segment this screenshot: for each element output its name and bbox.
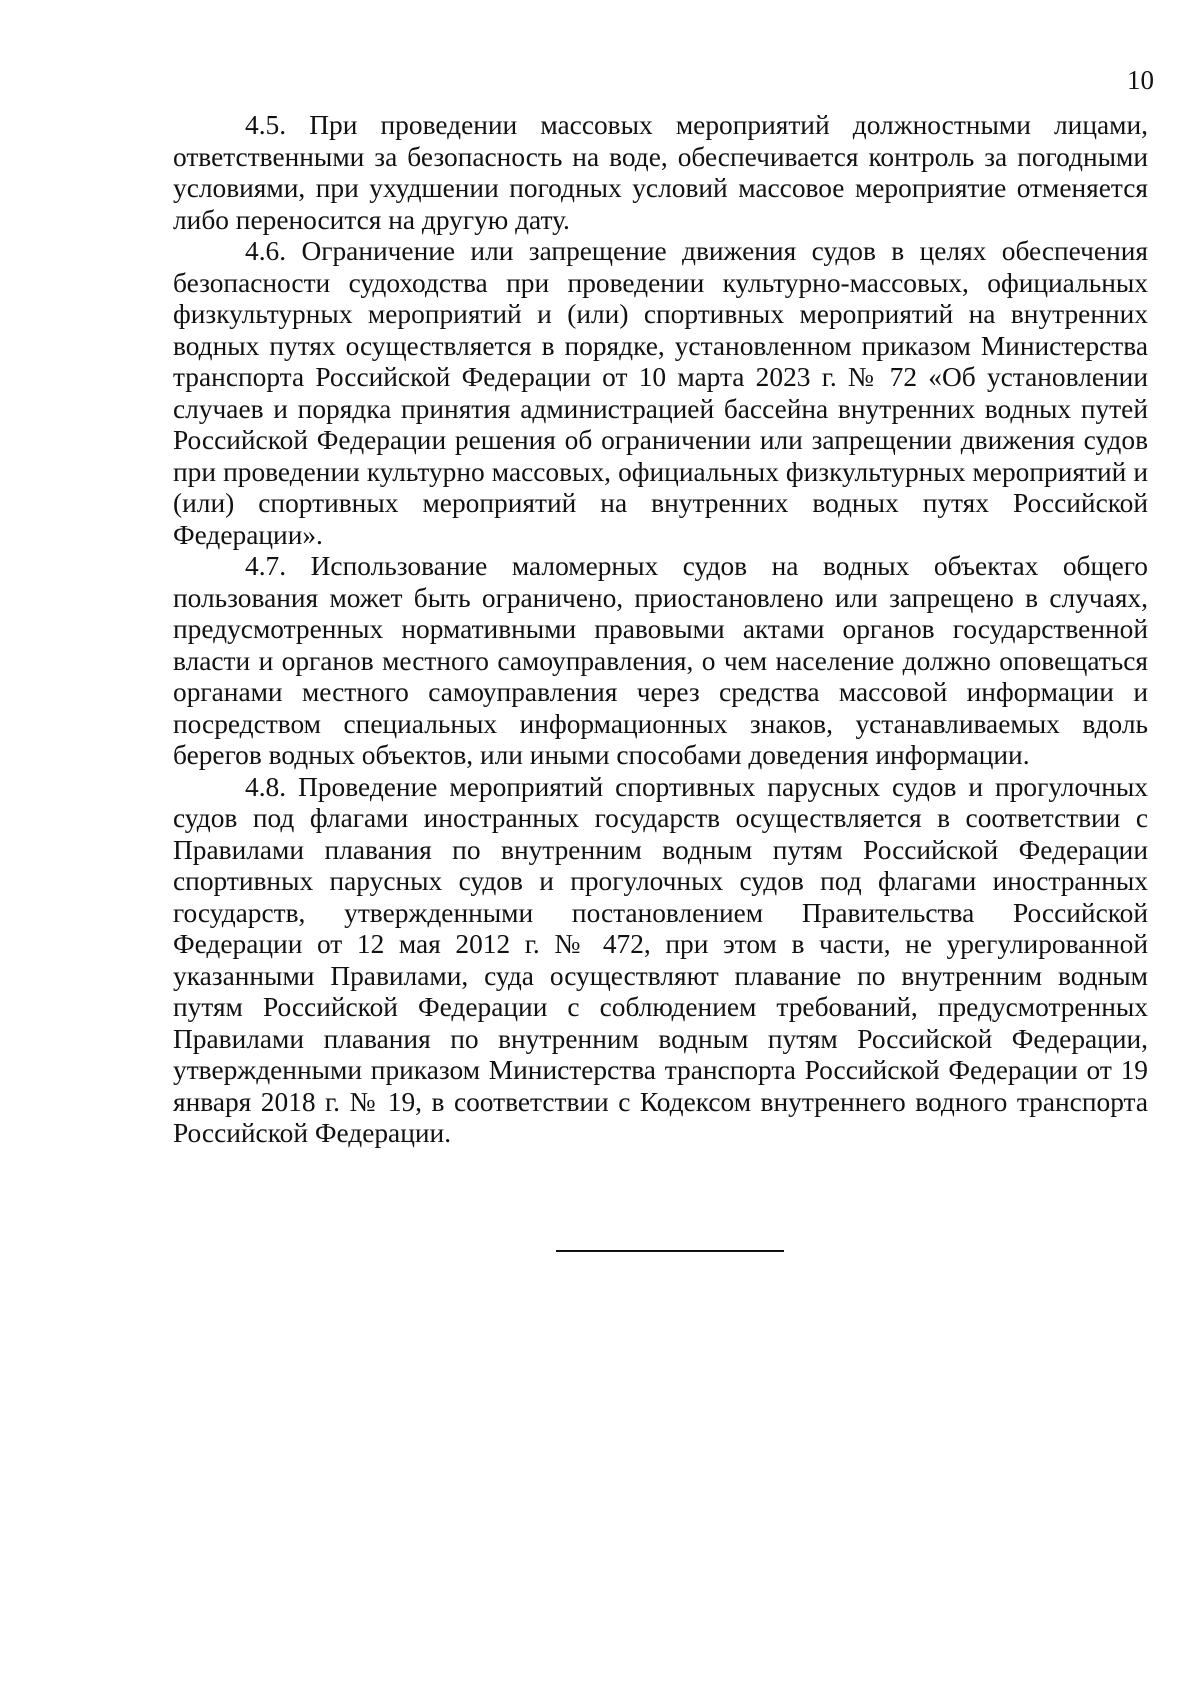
paragraph-4-5: 4.5. При проведении массовых мероприятий должностными лицами, ответственными за безопасность на воде, обеспечивается контроль за погодными условиями, при ухудшении погодных условий массовое мероприятие отменяется либо переносится на другую дату. (173, 110, 1148, 235)
paragraph-4-6: 4.6. Ограничение или запрещение движения судов в целях обеспечения безопасности судоходства при проведении культурно-массовых, официальных физкультурных мероприятий и (или) спортивных мероприятий на внутренних водных путях осуществляется в порядке, установленном приказом Министерства транспорта Российской Федерации от 10 марта 2023 г. № 72 «Об установлении случаев и порядка принятия администрацией бассейна внутренних водных путей Российской Федерации решения об ограничении или запрещении движения судов при проведении культурно массовых, официальных физкультурных мероприятий и (или) спортивных мероприятий на внутренних водных путях Российской Федерации». (173, 236, 1148, 550)
page-number: 10 (1127, 65, 1154, 95)
paragraph-4-8: 4.8. Проведение мероприятий спортивных парусных судов и прогулочных судов под флагами иностранных государств осуществляется в соответствии с Правилами плавания по внутренним водным путям Российской Федерации спортивных парусных судов и прогулочных судов под флагами иностранных государств, утвержденными постановлением Правительства Российской Федерации от 12 мая 2012 г. № 472, при этом в части, не урегулированной указанными Правилами, суда осуществляют плавание по внутренним водным путям Российской Федерации с соблюдением требований, предусмотренных Правилами плавания по внутренним водным путям Российской Федерации, утвержденными приказом Министерства транспорта Российской Федерации от 19 января 2018 г. № 19, в соответствии с Кодексом внутреннего водного транспорта Российской Федерации. (173, 771, 1148, 1148)
document-body (173, 110, 1148, 1150)
paragraph-4-7: 4.7. Использование маломерных судов на водных объектах общего пользования может быть ограничено, приостановлено или запрещено в случаях, предусмотренных нормативными правовыми актами органов государственной власти и органов местного самоуправления, о чем население должно оповещаться органами местного самоуправления через средства массовой информации и посредством специальных информационных знаков, устанавливаемых вдоль берегов водных объектов, или иными способами доведения информации. (173, 551, 1148, 770)
end-of-document-rule (556, 1250, 784, 1252)
